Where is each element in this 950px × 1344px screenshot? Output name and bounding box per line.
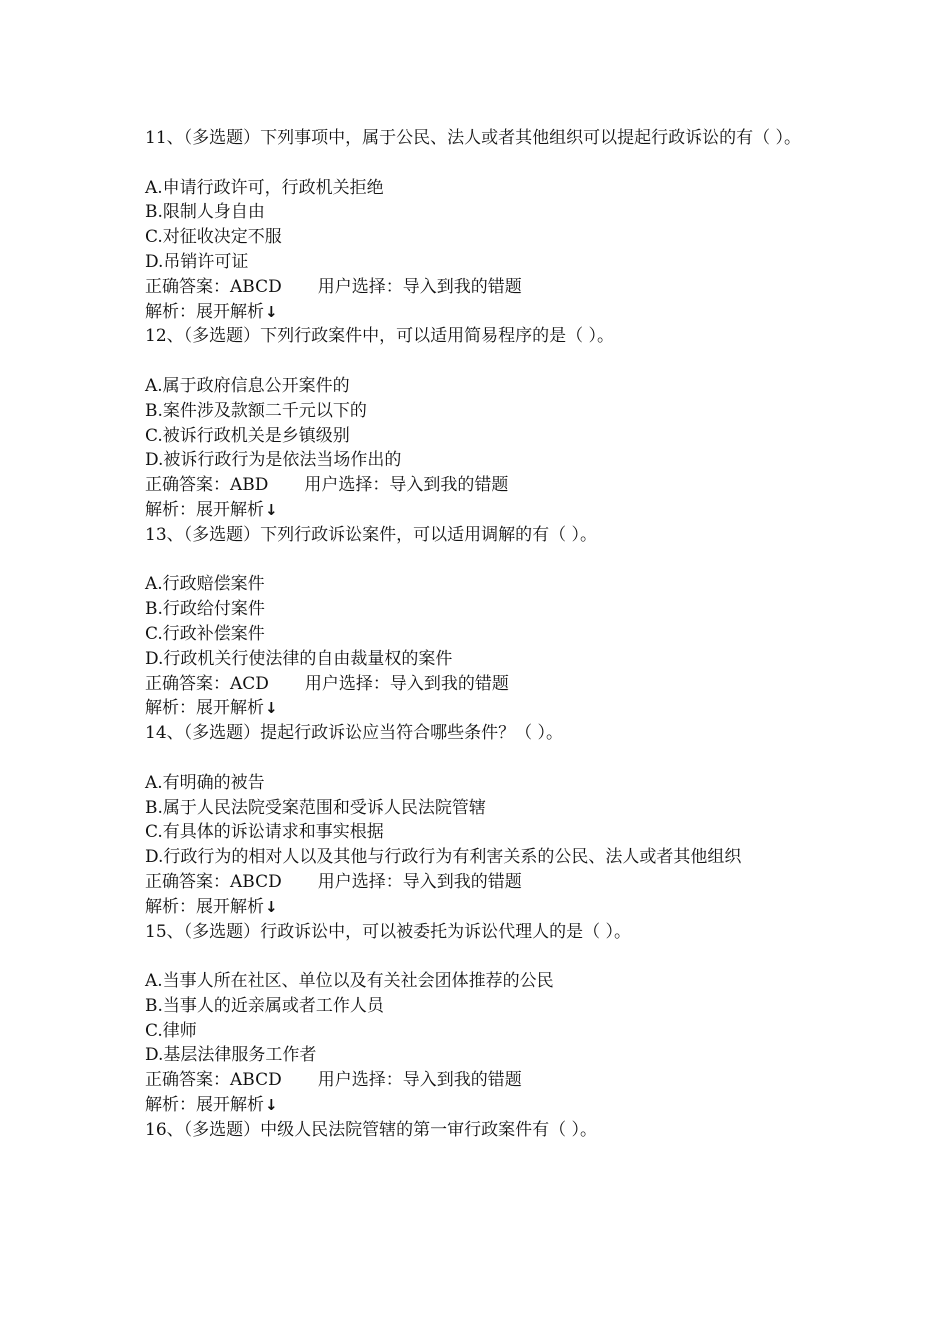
document-page — [145, 126, 815, 1143]
option-c: C.被诉行政机关是乡镇级别 — [145, 425, 350, 446]
user-choice-link[interactable]: 用户选择：导入到我的错题 — [304, 673, 509, 694]
explain-row[interactable] — [145, 300, 815, 325]
option-d: D.行政行为的相对人以及其他与行政行为有利害关系的公民、法人或者其他组织 — [145, 847, 742, 868]
arrow-down-icon[interactable]: ↓ — [265, 500, 278, 519]
question-title: 12、（多选题）下列行政案件中，可以适用简易程序的是（ ）。 — [145, 326, 615, 347]
user-choice-link[interactable]: 用户选择：导入到我的错题 — [317, 1070, 522, 1091]
option-d: D.行政机关行使法律的自由裁量权的案件 — [145, 648, 453, 669]
user-choice-link[interactable]: 用户选择：导入到我的错题 — [317, 871, 522, 892]
answer-row — [145, 672, 815, 697]
user-choice-link[interactable]: 用户选择：导入到我的错题 — [317, 276, 522, 297]
option-c: C.对征收决定不服 — [145, 227, 282, 248]
explain-toggle-label[interactable]: 解析：展开解析 — [145, 896, 264, 917]
question-title: 11、（多选题）下列事项中，属于公民、法人或者其他组织可以提起行政诉讼的有（ ）。 — [145, 128, 802, 148]
spacer — [145, 944, 815, 969]
correct-answer: 正确答案：ABCD — [145, 1070, 282, 1091]
question-title: 14、（多选题）提起行政诉讼应当符合哪些条件？（ ）。 — [145, 723, 564, 744]
option-b: B.属于人民法院受案范围和受诉人民法院管辖 — [145, 797, 486, 818]
question-title: 13、（多选题）下列行政诉讼案件，可以适用调解的有（ ）。 — [145, 524, 598, 545]
arrow-down-icon[interactable]: ↓ — [265, 302, 278, 321]
option-d: D.被诉行政行为是依法当场作出的 — [145, 450, 402, 471]
option-c: C.行政补偿案件 — [145, 623, 265, 644]
spacer — [145, 151, 815, 176]
correct-answer: 正确答案：ABD — [145, 475, 269, 496]
arrow-down-icon[interactable]: ↓ — [265, 1096, 278, 1115]
question-11 — [145, 126, 815, 324]
option-c: C.律师 — [145, 1020, 197, 1041]
option-a: A.当事人所在社区、单位以及有关社会团体推荐的公民 — [145, 971, 554, 992]
answer-row — [145, 473, 815, 498]
option-a: A.有明确的被告 — [145, 772, 265, 793]
option-a: A.属于政府信息公开案件的 — [145, 375, 350, 396]
question-12 — [145, 324, 815, 522]
explain-row[interactable] — [145, 498, 815, 523]
option-b: B.行政给付案件 — [145, 599, 265, 620]
arrow-down-icon[interactable]: ↓ — [265, 699, 278, 718]
user-choice-link[interactable]: 用户选择：导入到我的错题 — [304, 475, 509, 496]
spacer — [145, 349, 815, 374]
explain-toggle-label[interactable]: 解析：展开解析 — [145, 1095, 264, 1116]
explain-row[interactable] — [145, 895, 815, 920]
option-b: B.案件涉及款额二千元以下的 — [145, 400, 367, 421]
answer-row — [145, 870, 815, 895]
explain-toggle-label[interactable]: 解析：展开解析 — [145, 698, 264, 719]
correct-answer: 正确答案：ABCD — [145, 276, 282, 297]
arrow-down-icon[interactable]: ↓ — [265, 897, 278, 916]
explain-row[interactable] — [145, 696, 815, 721]
correct-answer: 正确答案：ABCD — [145, 871, 282, 892]
question-13 — [145, 523, 815, 721]
option-d: D.基层法律服务工作者 — [145, 1045, 317, 1066]
option-b: B.限制人身自由 — [145, 202, 265, 223]
option-b: B.当事人的近亲属或者工作人员 — [145, 995, 384, 1016]
option-a: A.行政赔偿案件 — [145, 574, 265, 595]
spacer — [145, 548, 815, 573]
option-a: A.申请行政许可，行政机关拒绝 — [145, 177, 384, 198]
explain-toggle-label[interactable]: 解析：展开解析 — [145, 301, 264, 322]
option-d: D.吊销许可证 — [145, 251, 249, 272]
answer-row — [145, 275, 815, 300]
answer-row — [145, 1068, 815, 1093]
correct-answer: 正确答案：ACD — [145, 673, 269, 694]
question-14 — [145, 721, 815, 919]
spacer — [145, 746, 815, 771]
explain-toggle-label[interactable]: 解析：展开解析 — [145, 499, 264, 520]
question-16 — [145, 1118, 815, 1143]
question-title: 16、（多选题）中级人民法院管辖的第一审行政案件有（ ）。 — [145, 1119, 598, 1140]
question-title: 15、（多选题）行政诉讼中，可以被委托为诉讼代理人的是（ ）。 — [145, 921, 632, 942]
question-15 — [145, 920, 815, 1118]
option-c: C.有具体的诉讼请求和事实根据 — [145, 822, 384, 843]
explain-row[interactable] — [145, 1093, 815, 1118]
